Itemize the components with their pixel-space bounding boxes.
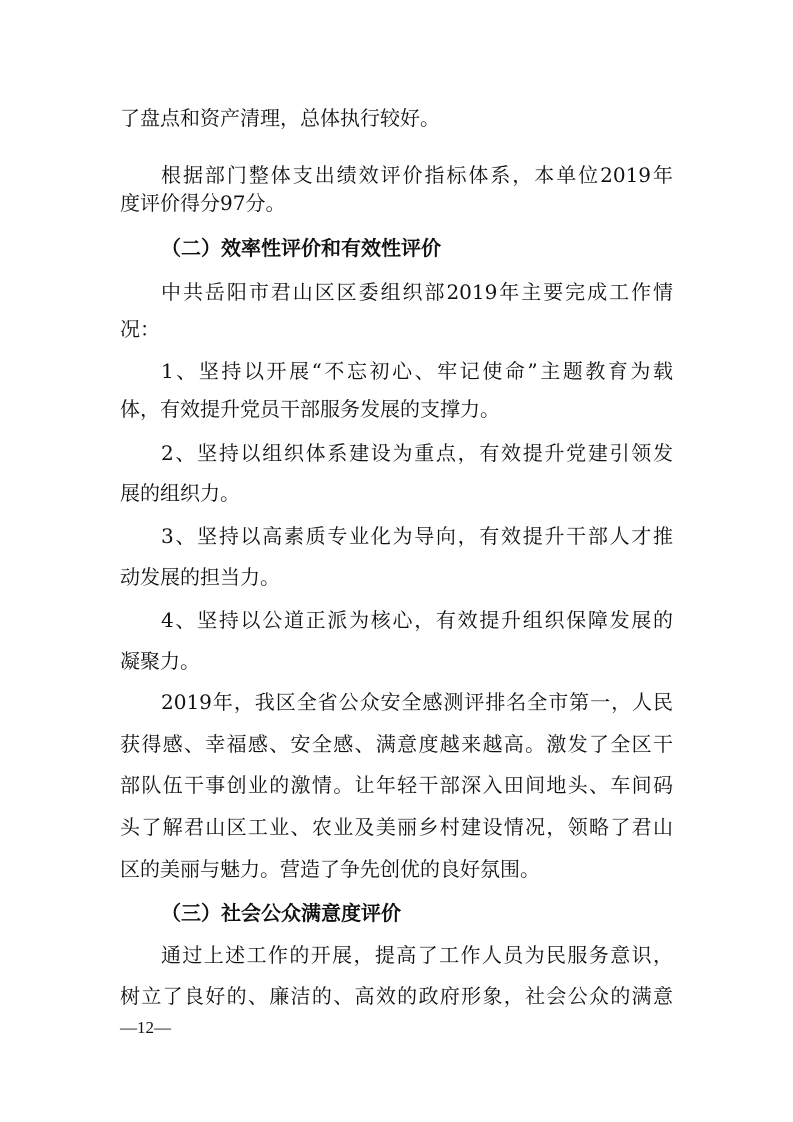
body-text-line: 中共岳阳市君山区区委组织部2019年主要完成工作情 bbox=[161, 280, 673, 304]
body-text-line: 了盘点和资产清理，总体执行较好。 bbox=[120, 106, 440, 130]
body-text-line: 获得感、幸福感、安全感、满意度越来越高。激发了全区干 bbox=[120, 732, 673, 756]
body-text-line: 树立了良好的、廉洁的、高效的政府形象，社会公众的满意 bbox=[120, 984, 673, 1008]
body-text-line: 部队伍干事创业的激情。让年轻干部深入田间地头、车间码 bbox=[120, 773, 673, 797]
list-item-text: 体，有效提升党员干部服务发展的支撑力。 bbox=[120, 397, 500, 421]
section-heading: （二）效率性评价和有效性评价 bbox=[161, 236, 441, 260]
body-text-line: 区的美丽与魅力。营造了争先创优的良好氛围。 bbox=[120, 857, 540, 881]
body-text-line: 根据部门整体支出绩效评价指标体系，本单位2019年 bbox=[161, 163, 673, 187]
body-text-line: 度评价得分97分。 bbox=[120, 191, 286, 215]
body-text-line: 2019年，我区全省公众安全感测评排名全市第一，人民 bbox=[161, 690, 673, 714]
list-item-text: 动发展的担当力。 bbox=[120, 565, 280, 589]
list-item-text: 凝聚力。 bbox=[120, 649, 200, 673]
body-text-line: 头了解君山区工业、农业及美丽乡村建设情况，领略了君山 bbox=[120, 815, 673, 839]
list-item-text: 4、坚持以公道正派为核心，有效提升组织保障发展的 bbox=[161, 608, 673, 632]
section-heading: （三）社会公众满意度评价 bbox=[161, 901, 401, 925]
page-number: —12— bbox=[120, 1018, 171, 1037]
list-item-text: 展的组织力。 bbox=[120, 481, 240, 505]
list-item-text: 1、坚持以开展“不忘初心、牢记使命”主题教育为载 bbox=[161, 359, 673, 383]
body-text-line: 况： bbox=[120, 317, 160, 341]
body-text-line: 通过上述工作的开展，提高了工作人员为民服务意识， bbox=[161, 943, 673, 967]
list-item-text: 3、坚持以高素质专业化为导向，有效提升干部人才推 bbox=[161, 524, 673, 548]
list-item-text: 2、坚持以组织体系建设为重点，有效提升党建引领发 bbox=[161, 441, 673, 465]
